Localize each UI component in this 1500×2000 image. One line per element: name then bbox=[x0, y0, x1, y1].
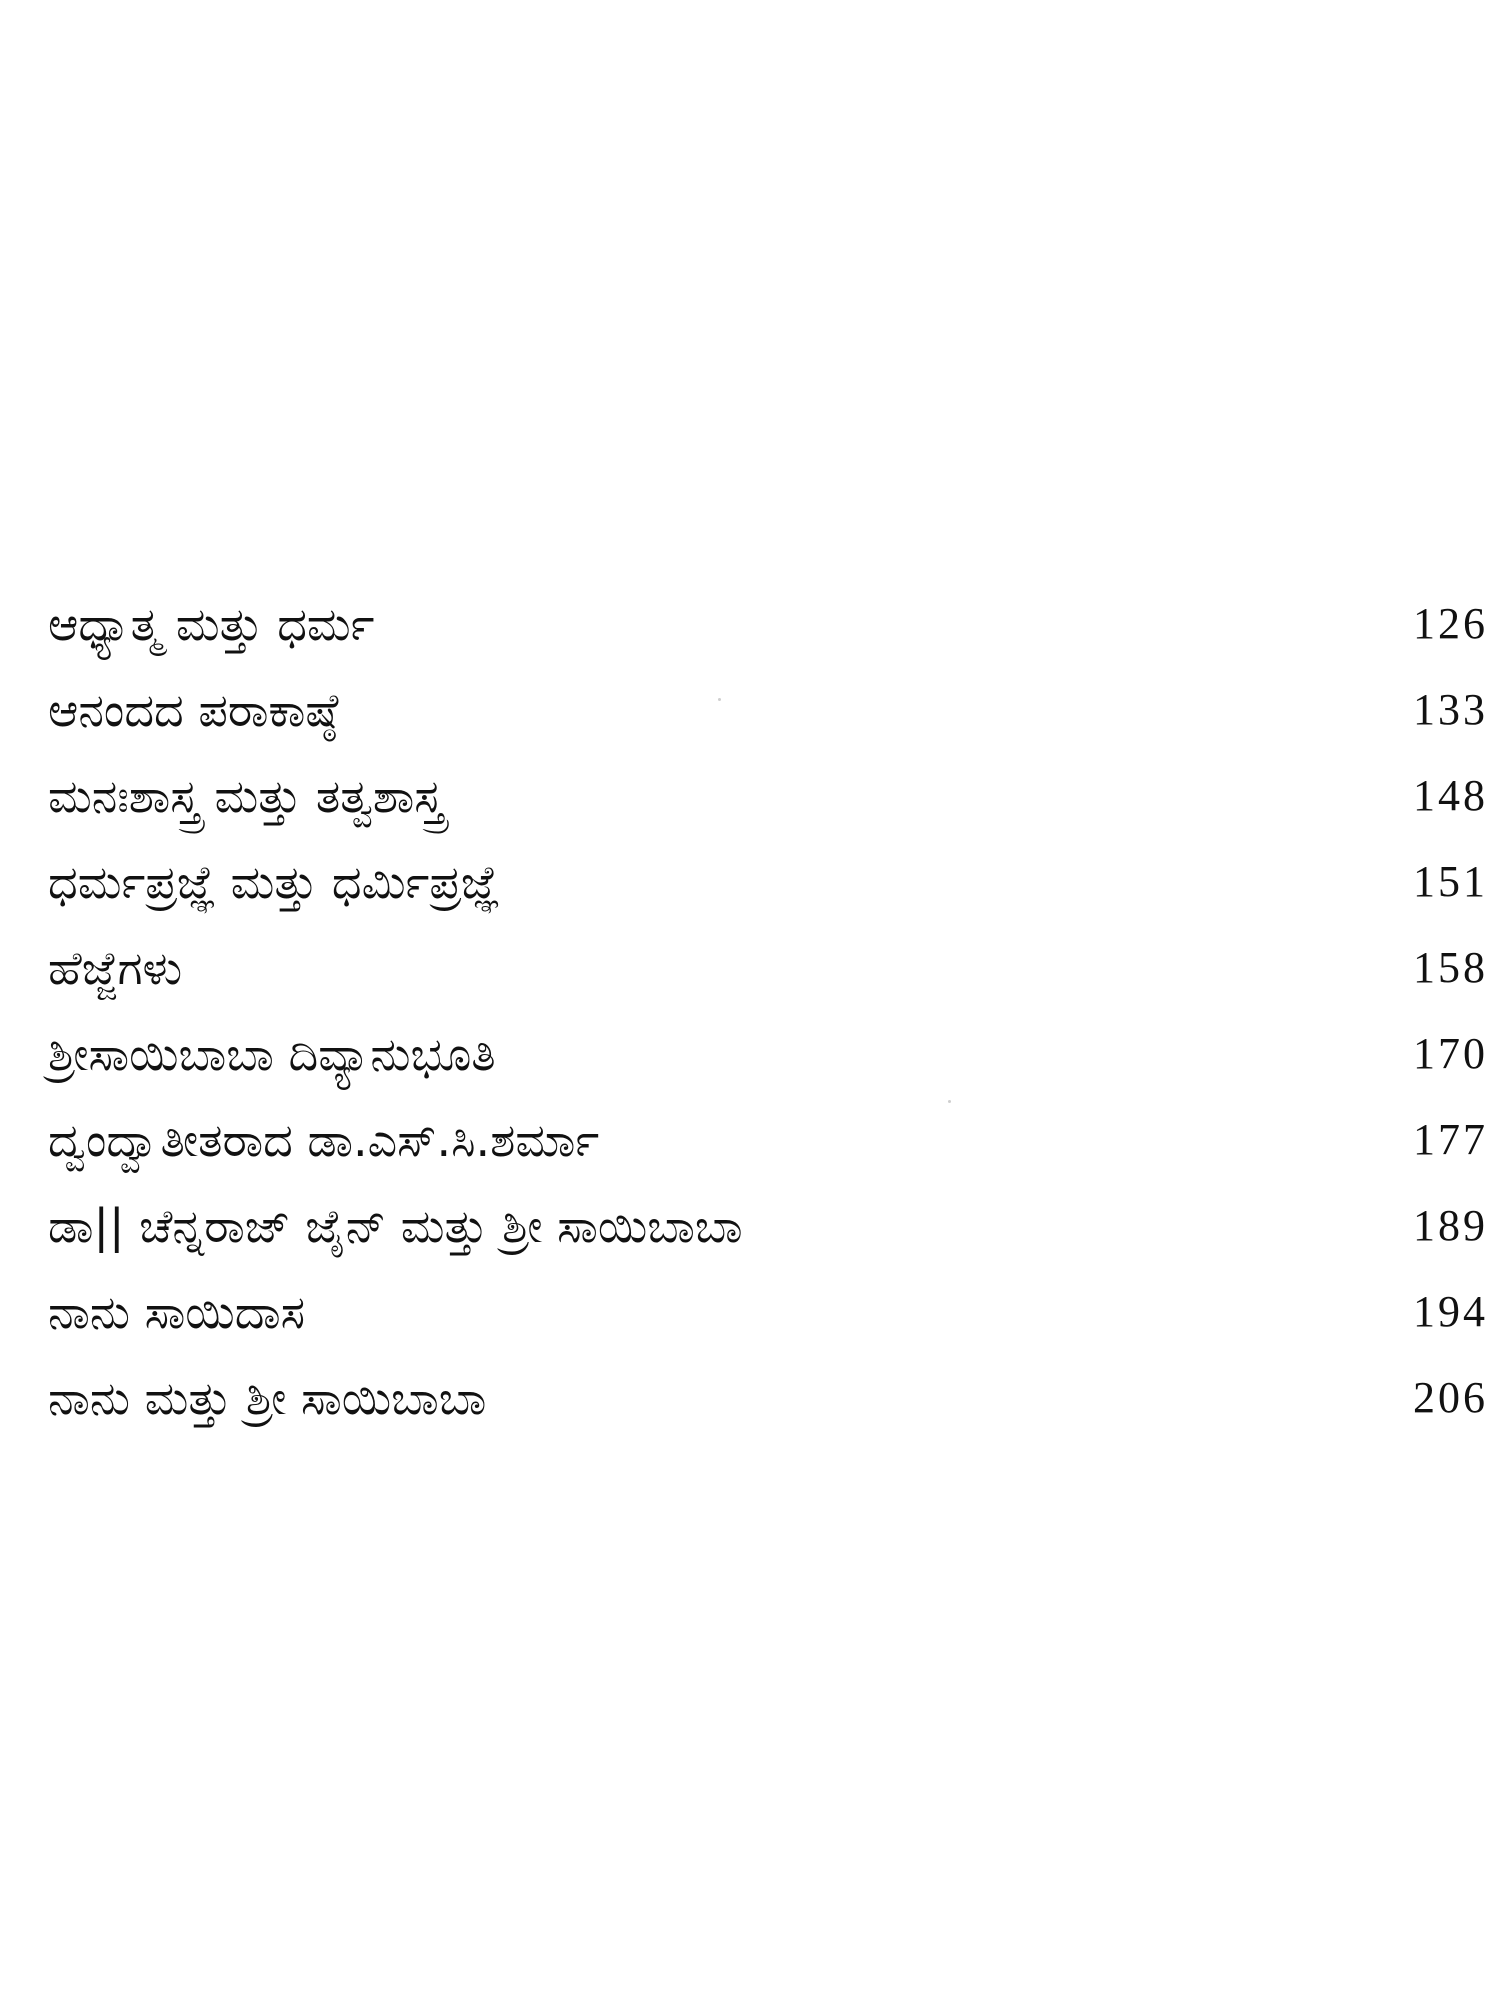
toc-entry bbox=[48, 676, 1488, 762]
toc-entry-page: 151 bbox=[1413, 857, 1488, 906]
toc-entry-title: ಹೆಜ್ಜೆಗಳು bbox=[48, 941, 183, 995]
toc-entry bbox=[48, 762, 1488, 848]
toc-entry bbox=[48, 848, 1488, 934]
toc-entry-title: ಆನಂದದ ಪರಾಕಾಷ್ಠೆ bbox=[48, 683, 339, 737]
toc-entry-title: ಡಾ|| ಚೆನ್ನರಾಜ್ ಜೈನ್ ಮತ್ತು ಶ್ರೀ ಸಾಯಿಬಾಬಾ bbox=[48, 1199, 743, 1253]
toc-entry-page: 170 bbox=[1413, 1029, 1488, 1078]
toc-entry bbox=[48, 1278, 1488, 1364]
table-of-contents bbox=[48, 590, 1488, 1450]
toc-entry-page: 148 bbox=[1413, 771, 1488, 820]
toc-entry-title: ಮನಃಶಾಸ್ತ್ರ ಮತ್ತು ತತ್ವಶಾಸ್ತ್ರ bbox=[48, 769, 445, 823]
toc-entry-title: ದ್ವಂದ್ವಾತೀತರಾದ ಡಾ.ಎಸ್.ಸಿ.ಶರ್ಮಾ bbox=[48, 1113, 600, 1167]
toc-entry bbox=[48, 1020, 1488, 1106]
toc-entry bbox=[48, 1364, 1488, 1450]
toc-entry-page: 126 bbox=[1413, 599, 1488, 648]
toc-entry-title: ನಾನು ಮತ್ತು ಶ್ರೀ ಸಾಯಿಬಾಬಾ bbox=[48, 1371, 487, 1425]
toc-entry-page: 194 bbox=[1413, 1287, 1488, 1336]
toc-entry-page: 189 bbox=[1413, 1201, 1488, 1250]
toc-entry-page: 158 bbox=[1413, 943, 1488, 992]
toc-entry bbox=[48, 934, 1488, 1020]
toc-entry-title: ಧರ್ಮಪ್ರಜ್ಞೆ ಮತ್ತು ಧರ್ಮಿಪ್ರಜ್ಞೆ bbox=[48, 855, 501, 909]
toc-entry-page: 133 bbox=[1413, 685, 1488, 734]
toc-entry bbox=[48, 1192, 1488, 1278]
toc-entry-title: ಆಧ್ಯಾತ್ಮ ಮತ್ತು ಧರ್ಮ bbox=[48, 597, 375, 651]
toc-entry bbox=[48, 590, 1488, 676]
toc-entry-title: ಶ್ರೀಸಾಯಿಬಾಬಾ ದಿವ್ಯಾನುಭೂತಿ bbox=[48, 1027, 496, 1081]
toc-entry-page: 177 bbox=[1413, 1115, 1488, 1164]
toc-entry bbox=[48, 1106, 1488, 1192]
toc-entry-page: 206 bbox=[1413, 1373, 1488, 1422]
toc-entry-title: ನಾನು ಸಾಯಿದಾಸ bbox=[48, 1285, 306, 1339]
